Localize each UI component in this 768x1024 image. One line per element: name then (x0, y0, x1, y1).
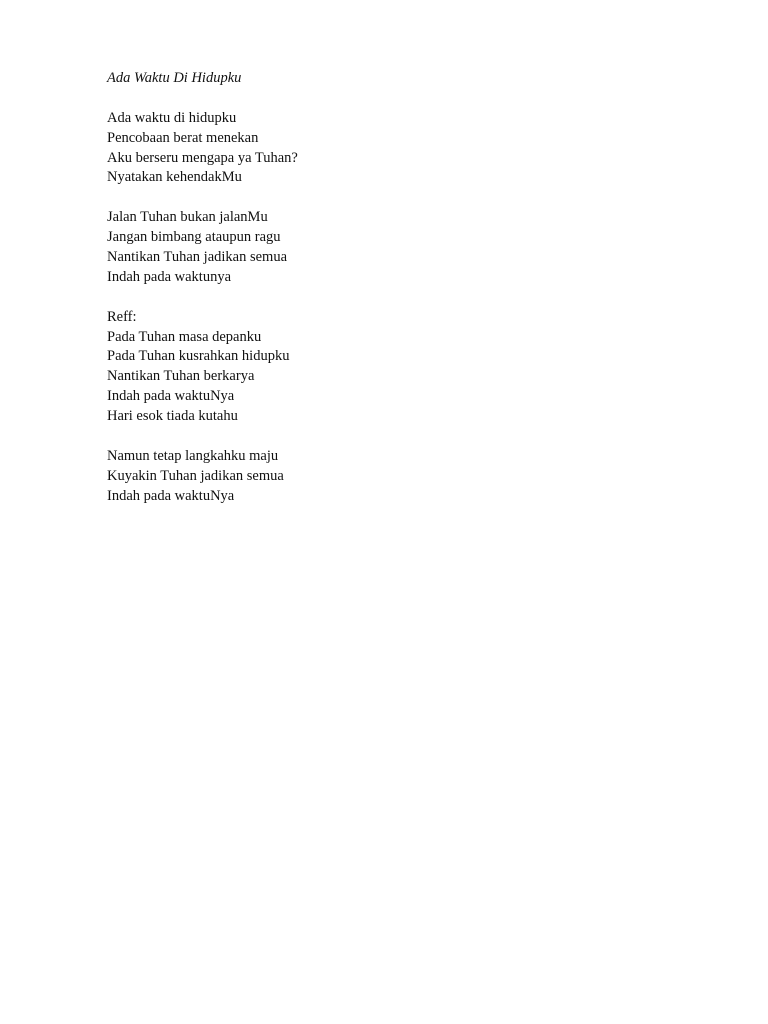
lyric-line: Ada waktu di hidupku (107, 109, 237, 126)
lyric-line: Jalan Tuhan bukan jalanMu (107, 209, 268, 226)
lyric-line: Jangan bimbang ataupun ragu (107, 229, 281, 246)
stanza-verse-3 (107, 447, 667, 507)
lyric-line: Nantikan Tuhan jadikan semua (107, 249, 288, 266)
lyric-line: Pada Tuhan kusrahkan hidupku (107, 348, 290, 365)
lyric-line: Kuyakin Tuhan jadikan semua (107, 467, 284, 484)
chorus-label: Reff: (107, 308, 137, 325)
stanza-verse-2 (107, 208, 667, 288)
lyric-line: Indah pada waktuNya (107, 388, 235, 405)
lyric-line: Nyatakan kehendakMu (107, 169, 242, 186)
lyric-line: Pada Tuhan masa depanku (107, 328, 262, 345)
lyric-line: Indah pada waktuNya (107, 487, 235, 504)
lyric-line: Namun tetap langkahku maju (107, 447, 279, 464)
lyric-line: Aku berseru mengapa ya Tuhan? (107, 149, 298, 166)
song-title: Ada Waktu Di Hidupku (107, 70, 242, 86)
lyric-line: Pencobaan berat menekan (107, 129, 259, 146)
stanza-chorus (107, 308, 667, 427)
lyric-line: Nantikan Tuhan berkarya (107, 368, 255, 385)
stanza-verse-1 (107, 109, 667, 189)
document-page (107, 69, 667, 507)
lyric-line: Hari esok tiada kutahu (107, 408, 238, 425)
lyric-line: Indah pada waktunya (107, 268, 232, 285)
